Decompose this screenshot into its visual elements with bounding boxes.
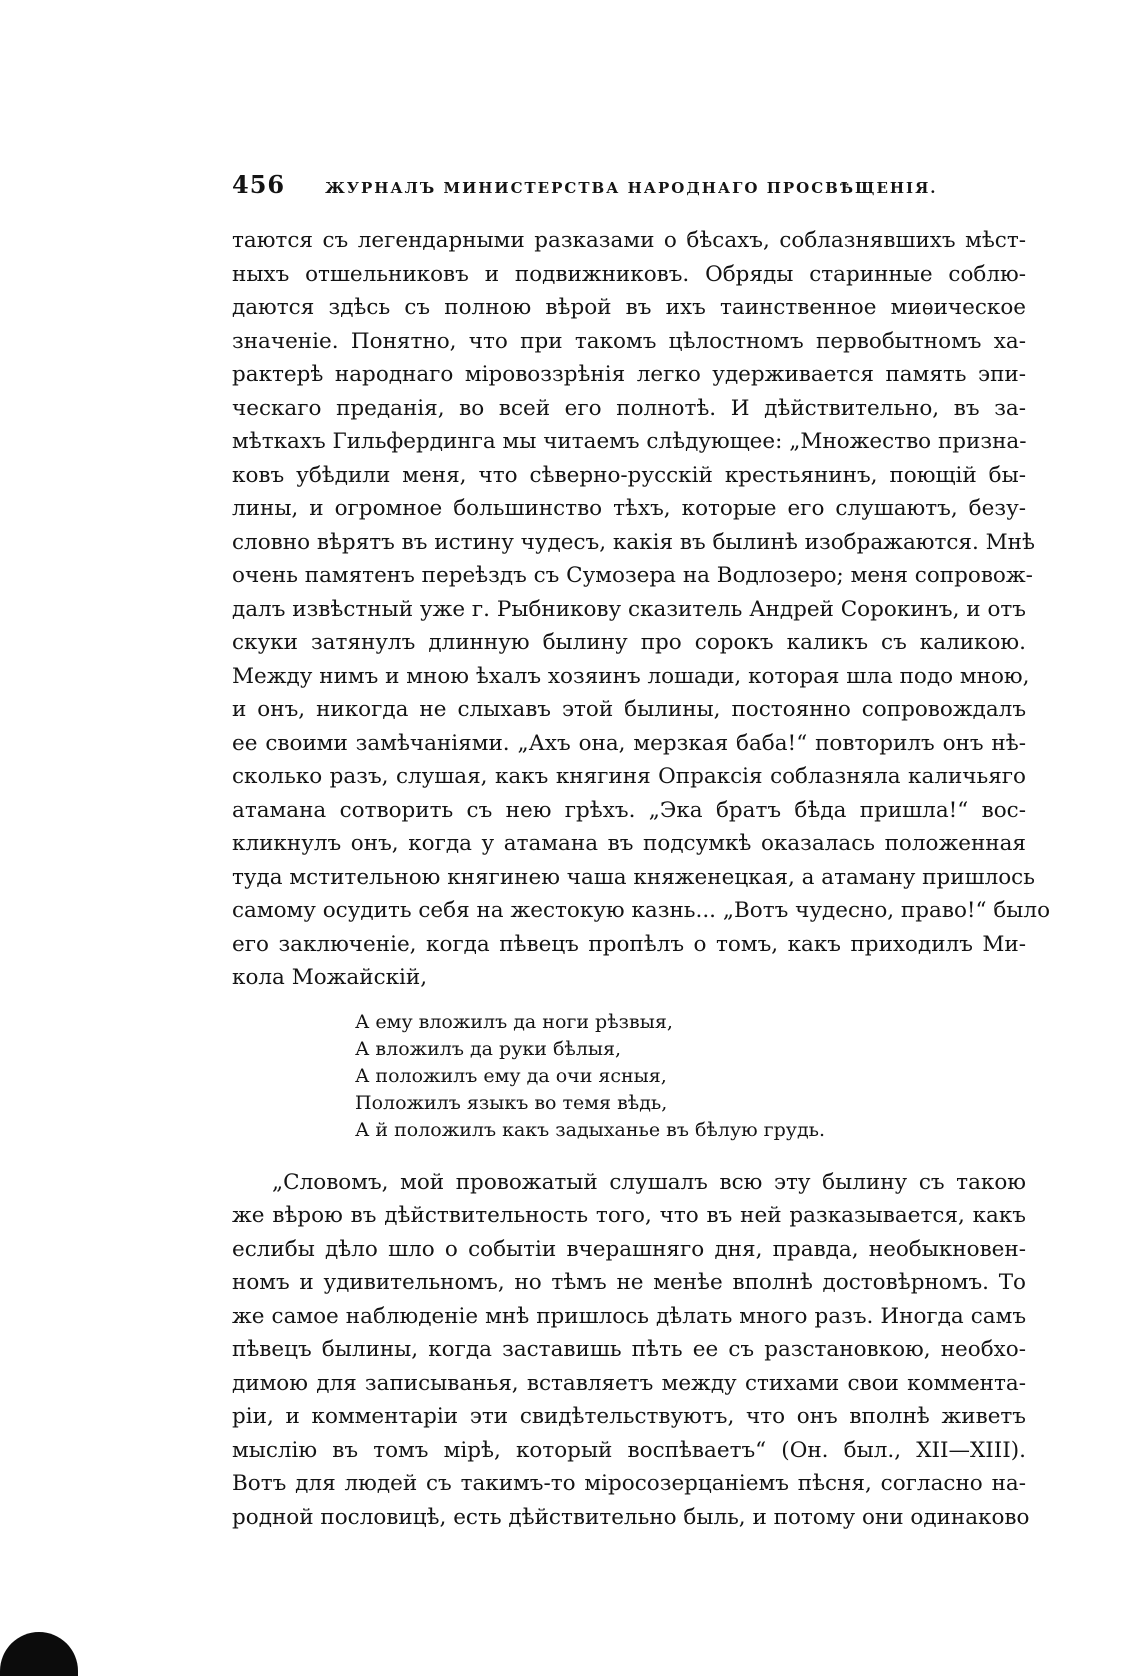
text-line: и онъ, никогда не слыхавъ этой былины, постоянно сопровождалъ [232, 697, 1026, 722]
text-line: Между нимъ и мною ѣхалъ хозяинъ лошади, которая шла подо мною, [232, 663, 1030, 689]
text-line: мыслію въ томъ мірѣ, который воспѣваетъ“ (Он. был., XII—XIII). [232, 1437, 1026, 1463]
text-line: его заключеніе, когда пѣвецъ пропѣлъ о томъ, какъ приходилъ Ми- [232, 931, 1026, 957]
text-line: рактерѣ народнаго міровоззрѣнія легко удерживается память эпи- [232, 362, 1026, 387]
text-line: димою для записыванья, вставляетъ между стихами свои коммента- [232, 1370, 1026, 1396]
text-line: ныхъ отшельниковъ и подвижниковъ. Обряды старинные соблю- [232, 261, 1026, 287]
text-line: словно вѣрятъ въ истину чудесъ, какія въ былинѣ изображаются. Мнѣ [232, 529, 1035, 555]
text-line: сколько разъ, слушая, какъ княгиня Опраксія соблазняла каличьяго [232, 764, 1026, 789]
scan-smudge [0, 1632, 78, 1676]
paragraph-2 [232, 1166, 1030, 1535]
text-line: родной пословицѣ, есть дѣйствительно быль, и потому они одинаково [232, 1504, 1030, 1530]
text-line: же вѣрою въ дѣйствительность того, что въ ней разказывается, какъ [232, 1203, 1026, 1228]
text-line: значеніе. Понятно, что при такомъ цѣлостномъ первобытномъ ха- [232, 328, 1026, 354]
text-line: самому осудить себя на жестокую казнь... „Вотъ чудесно, право!“ было [232, 898, 1051, 923]
poem-quote [355, 1009, 1026, 1144]
poem-line: А й положилъ какъ задыханье въ бѣлую грудь. [355, 1118, 826, 1141]
poem-line: А вложилъ да руки бѣлыя, [355, 1037, 622, 1060]
text-line: кола Можайскій, [232, 965, 428, 990]
text-line: кликнулъ онъ, когда у атамана въ подсумкѣ оказалась положенная [232, 831, 1026, 856]
body-text [232, 224, 1051, 1534]
text-line: ческаго преданія, во всей его полнотѣ. И дѣйствительно, въ за- [232, 395, 1026, 421]
text-line: номъ и удивительномъ, но тѣмъ не менѣе вполнѣ достовѣрномъ. То [232, 1270, 1026, 1295]
text-line: мѣткахъ Гильфердинга мы читаемъ слѣдующее: „Множество призна- [232, 429, 1027, 454]
paragraph-1 [232, 224, 1051, 995]
running-title: ЖУРНАЛЪ МИНИСТЕРСТВА НАРОДНАГО ПРОСВѢЩЕНІЯ. [325, 179, 938, 197]
page-number: 456 [232, 170, 286, 199]
text-line: пѣвецъ былины, когда заставишь пѣть ее съ разстановкою, необхо- [232, 1337, 1026, 1362]
text-line: атамана сотворить съ нею грѣхъ. „Эка братъ бѣда пришла!“ вос- [232, 797, 1026, 823]
text-line: же самое наблюденіе мнѣ пришлось дѣлать много разъ. Иногда самъ [232, 1303, 1026, 1329]
page-header [232, 170, 938, 199]
text-line: туда мстительною княгинею чаша княженецкая, а атаману пришлось [232, 864, 1035, 890]
text-line: „Словомъ, мой провожатый слушалъ всю эту былину съ такою [272, 1169, 1026, 1195]
text-line: еслибы дѣло шло о событіи вчерашняго дня, правда, необыкновен- [232, 1236, 1026, 1262]
text-line: ее своими замѣчаніями. „Ахъ она, мерзкая баба!“ повторилъ онъ нѣ- [232, 730, 1026, 756]
text-line: далъ извѣстный уже г. Рыбникову сказитель Андрей Сорокинъ, и отъ [232, 596, 1026, 622]
text-line: очень памятенъ переѣздъ съ Сумозера на Водлозеро; меня сопровож- [232, 563, 1033, 588]
text-line: ріи, и комментаріи эти свидѣтельствуютъ, что онъ вполнѣ живетъ [232, 1404, 1026, 1429]
text-line: ковъ убѣдили меня, что сѣверно-русскій крестьянинъ, поющій бы- [232, 462, 1026, 488]
text-line: даются здѣсь съ полною вѣрой въ ихъ таинственное миѳическое [232, 295, 1026, 320]
text-line: Вотъ для людей съ такимъ-то міросозерцаніемъ пѣсня, согласно на- [232, 1471, 1026, 1496]
text-line: лины, и огромное большинство тѣхъ, которые его слушаютъ, безу- [232, 496, 1026, 521]
poem-line: Положилъ языкъ во темя вѣдь, [355, 1091, 668, 1114]
text-line: скуки затянулъ длинную былину про сорокъ каликъ съ каликою. [232, 630, 1026, 655]
poem-line: А положилъ ему да очи ясныя, [355, 1064, 667, 1087]
poem-line: А ему вложилъ да ноги рѣзвыя, [355, 1010, 673, 1033]
text-line: таются съ легендарными разказами о бѣсахъ, соблазнявшихъ мѣст- [232, 228, 1026, 253]
